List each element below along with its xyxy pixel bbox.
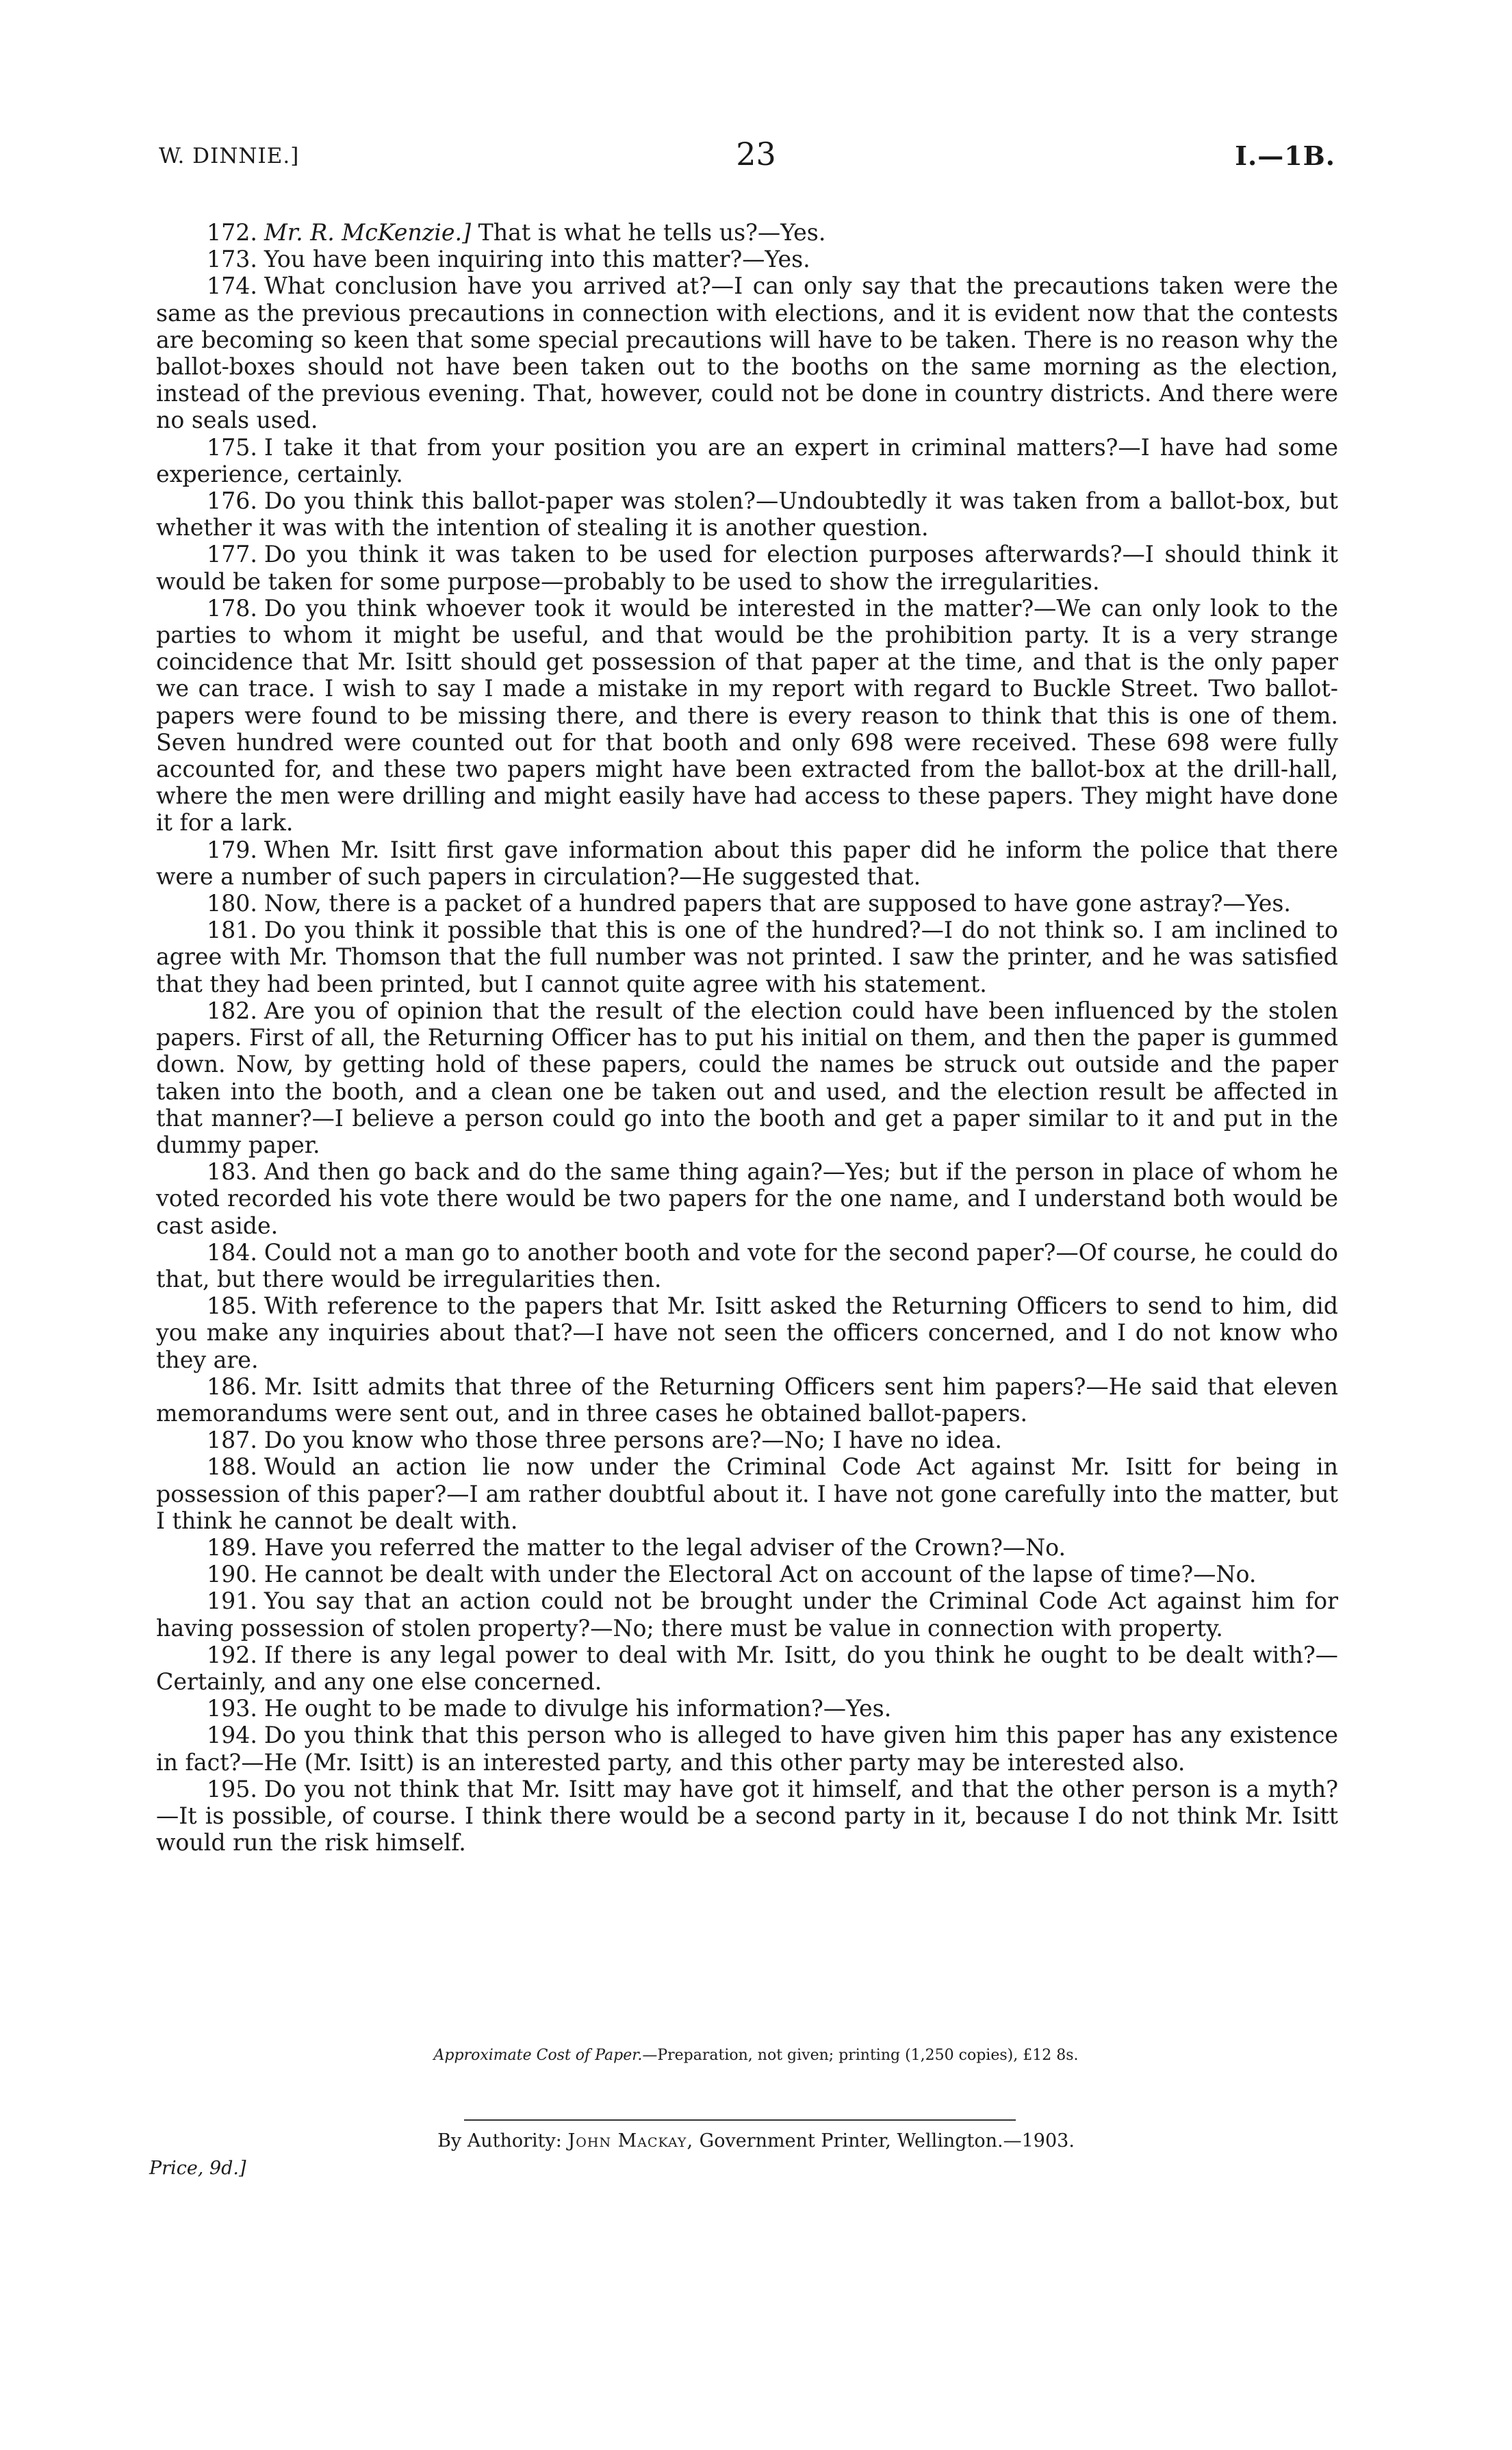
footer-divider bbox=[464, 2119, 1016, 2121]
testimony-body bbox=[156, 219, 1338, 1856]
paragraph-194: 194. Do you think that this person who is alleged to have given him this paper has any existence in fact?—He (Mr. Isitt) is an interested party, and this other party may be interested also. bbox=[156, 1722, 1338, 1776]
paragraph-175: 175. I take it that from your position you are an expert in criminal matters?—I have had some experience, certainly. bbox=[156, 433, 1338, 487]
header-witness: W. DINNIE.] bbox=[159, 144, 300, 168]
paragraph-185: 185. With reference to the papers that Mr. Isitt asked the Returning Officers to send to him, did you make any inquiries about that?—I have not seen the officers concerned, and I do not know who they are. bbox=[156, 1292, 1338, 1373]
cost-label: Approximate Cost of Paper. bbox=[433, 2047, 643, 2064]
paragraph-176: 176. Do you think this ballot-paper was stolen?—Undoubtedly it was taken from a ballot-box, but whether it was with the intention of stealing it is another question. bbox=[156, 487, 1338, 541]
paragraph-187: 187. Do you know who those three persons are?—No; I have no idea. bbox=[207, 1427, 1002, 1454]
paragraph-173: 173. You have been inquiring into this matter?—Yes. bbox=[207, 246, 810, 273]
page-number: 23 bbox=[736, 136, 776, 173]
paragraph-172: 172. Mr. R. McKenzie.] That is what he tells us?—Yes. bbox=[207, 219, 826, 246]
paragraph-182: 182. Are you of opinion that the result of the election could have been influenced by the stolen papers. First of all, the Returning Officer has to put his initial on them, and then the paper is gummed down. Now, by getting hold of these papers, could the names be struck out outside and the paper taken into the booth, and a clean one be taken out and used, and the election result be affected in that manner?—I believe a person could go into the booth and get a paper similar to it and put in the dummy paper. bbox=[156, 997, 1338, 1158]
paragraph-177: 177. Do you think it was taken to be used for election purposes afterwards?—I should think it would be taken for some purpose—probably to be used to show the irregularities. bbox=[156, 541, 1338, 595]
paragraph-174: 174. What conclusion have you arrived at?—I can only say that the precautions taken were the same as the previous precautions in connection with elections, and it is evident now that the contests are becoming so keen that some special precautions will have to be taken. There is no reason why the ballot-boxes should not have been taken out to the booths on the same morning as the election, instead of the previous evening. That, however, could not be done in country districts. And there were no seals used. bbox=[156, 272, 1338, 434]
paragraph-188: 188. Would an action lie now under the Criminal Code Act against Mr. Isitt for being in possession of this paper?—I am rather doubtful about it. I have not gone carefully into the matter, but I think he cannot be dealt with. bbox=[156, 1453, 1338, 1534]
paragraph-192: 192. If there is any legal power to deal with Mr. Isitt, do you think he ought to be dealt with?—Certainly, and any one else concerned. bbox=[156, 1641, 1338, 1695]
paragraph-184: 184. Could not a man go to another booth and vote for the second paper?—Of course, he could do that, but there would be irregularities then. bbox=[156, 1238, 1338, 1292]
paragraph-179: 179. When Mr. Isitt first gave information about this paper did he inform the police that there were a number of such papers in circulation?—He suggested that. bbox=[156, 836, 1338, 890]
paragraph-189: 189. Have you referred the matter to the legal adviser of the Crown?—No. bbox=[207, 1533, 1066, 1561]
header-paper-reference: I.—1B. bbox=[1235, 140, 1335, 171]
paragraph-195: 195. Do you not think that Mr. Isitt may have got it himself, and that the other person is a myth?—It is possible, of course. I think there would be a second party in it, because I do not think Mr. Isitt would run the risk himself. bbox=[156, 1775, 1338, 1856]
paragraph-181: 181. Do you think it possible that this is one of the hundred?—I do not think so. I am inclined to agree with Mr. Thomson that the full number was not printed. I saw the printer, and he was satisfied that they had been printed, but I cannot quite agree with his statement. bbox=[156, 917, 1338, 997]
cost-of-paper-note bbox=[0, 2047, 1512, 2064]
printer-authority: By Authority: John Mackay, Government Printer, Wellington.—1903. bbox=[437, 2130, 1075, 2152]
paragraph-180: 180. Now, there is a packet of a hundred papers that are supposed to have gone astray?—Yes. bbox=[207, 890, 1291, 917]
paragraph-191: 191. You say that an action could not be brought under the Criminal Code Act against him for having possession of stolen property?—No; there must be value in connection with property. bbox=[156, 1587, 1338, 1642]
paragraph-193: 193. He ought to be made to divulge his information?—Yes. bbox=[207, 1695, 892, 1722]
paragraph-190: 190. He cannot be dealt with under the Electoral Act on account of the lapse of time?—No. bbox=[207, 1561, 1257, 1588]
paragraph-178: 178. Do you think whoever took it would be interested in the matter?—We can only look to the parties to whom it might be useful, and that would be the prohibition party. It is a very strange coincidence that Mr. Isitt should get possession of that paper at the time, and that is the only paper we can trace. I wish to say I made a mistake in my report with regard to Buckle Street. Two ballot-papers were found to be missing there, and there is every reason to think that this is one of them. Seven hundred were counted out for that booth and only 698 were received. These 698 were fully accounted for, and these two papers might have been extracted from the ballot-box at the drill-hall, where the men were drilling and might easily have had access to these papers. They might have done it for a lark. bbox=[156, 594, 1338, 837]
paragraph-183: 183. And then go back and do the same thing again?—Yes; but if the person in place of whom he voted recorded his vote there would be two papers for the one name, and I understand both would be cast aside. bbox=[156, 1158, 1338, 1239]
price-note: Price, 9d.] bbox=[149, 2158, 246, 2179]
cost-detail: —Preparation, not given; printing (1,250 copies), £12 8s. bbox=[642, 2047, 1079, 2064]
paragraph-186: 186. Mr. Isitt admits that three of the Returning Officers sent him papers?—He said that eleven memorandums were sent out, and in three cases he obtained ballot-papers. bbox=[156, 1373, 1338, 1427]
